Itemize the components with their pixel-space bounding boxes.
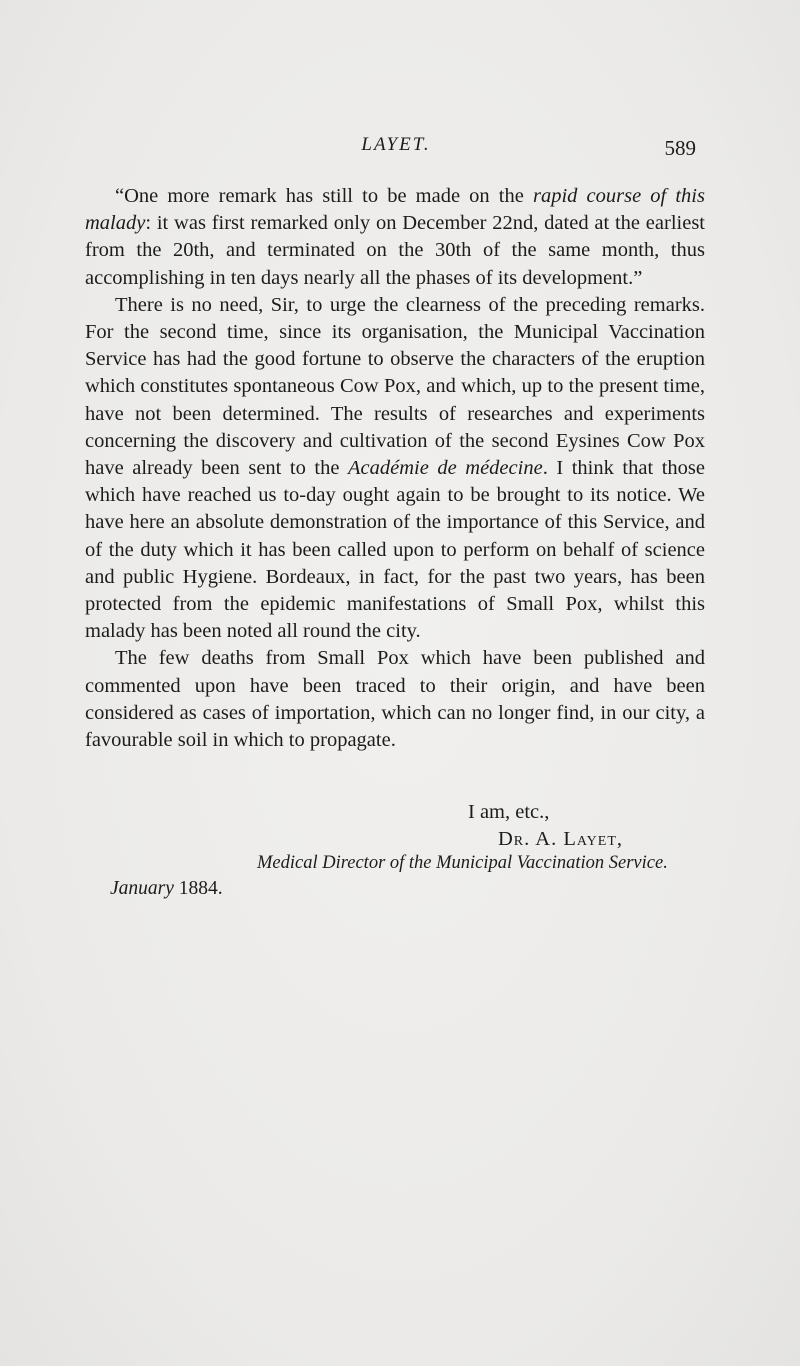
- running-head: [86, 134, 706, 162]
- paragraph-remarks-text-a: There is no need, Sir, to urge the clearness of the preceding remarks. For the second time, since its organisation, the Municipal Vaccination Service has had the good fortune to observe the characters of the eruption which constitutes spontaneous Cow Pox, and which, up to the present time, have not been determined. The results of researches and experiments concerning the discovery and cultivation of the second Eysines Cow Pox have already been sent to the: [85, 293, 705, 480]
- paragraph-quote-italic: rapid course of this malady: [85, 185, 705, 235]
- page-number: 589: [664, 136, 696, 160]
- signature-title: Medical Director of the Municipal Vaccination Service.: [257, 853, 668, 873]
- body-text: [85, 183, 705, 754]
- paragraph-quote: [85, 183, 705, 292]
- paragraph-remarks-italic: Académie de médecine: [348, 457, 543, 480]
- paragraph-deaths: The few deaths from Small Pox which have been published and commented upon have been traced to their origin, and have been considered as cases of importation, which can no longer find, in our city, a favourable soil in which to propagate.: [85, 647, 705, 752]
- paragraph-remarks: [85, 292, 705, 646]
- date-year: 1884.: [178, 878, 223, 899]
- signature-greeting: I am, etc.,: [468, 801, 550, 823]
- paragraph-quote-text-a: “One more remark has still to be made on the: [115, 185, 533, 207]
- running-title: LAYET.: [361, 134, 431, 155]
- letter-date: [110, 878, 223, 900]
- paragraph-remarks-text-c: . I think that those which have reached us to-day ought again to be brought to its notice. We have here an absolute demonstration of the importance of this Service, and of the duty which it has been called upon to perform on behalf of science and public Hygiene. Bordeaux, in fact, for the past two years, has been protected from the epidemic manifestations of Small Pox, whilst this malady has been noted all round the city.: [85, 457, 705, 643]
- signature-name: Dr. A. Layet,: [498, 828, 624, 850]
- date-month: January: [110, 878, 174, 899]
- paragraph-quote-text-c: : it was first remarked only on December 22nd, dated at the earliest from the 20th, and terminated on the 30th of the same month, thus accomplishing in ten days nearly all the phases of its development.”: [85, 212, 705, 289]
